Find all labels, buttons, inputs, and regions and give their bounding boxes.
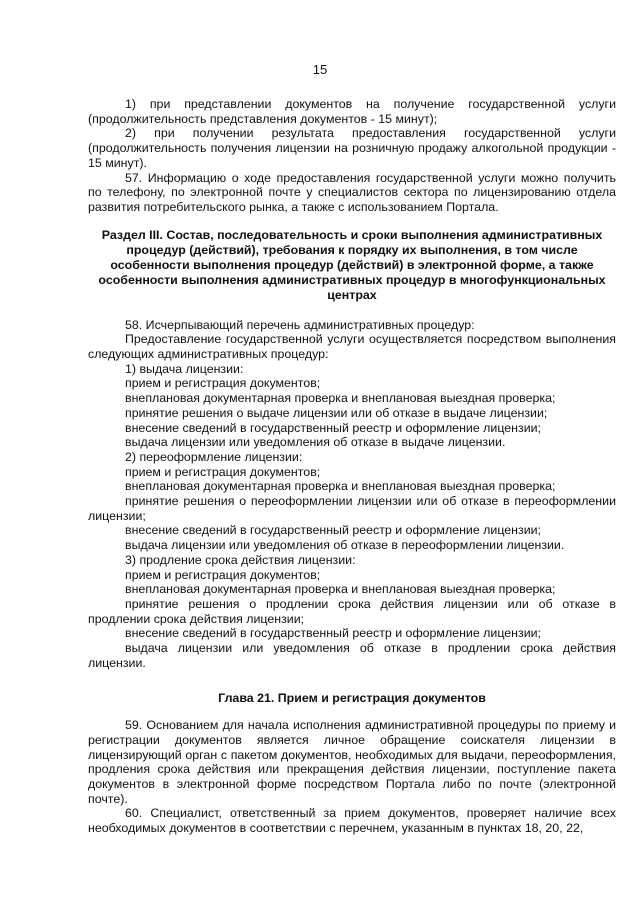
list-item: внеплановая документарная проверка и внеплановая выездная проверка;: [125, 391, 556, 406]
paragraph-57: 57. Информацию о ходе предоставления государственной услуги можно получить по телефону, по электронной почте у специалистов сектора по лицензированию отдела развития потребительского рынка, а также с использованием Портала.: [88, 170, 616, 214]
list-item: прием и регистрация документов;: [125, 376, 321, 391]
paragraph-item-1: 1) при представлении документов на получение государственной услуги (продолжительность представления документов - 15 минут);: [88, 97, 616, 126]
list-item: прием и регистрация документов;: [125, 464, 321, 479]
procedure-group-1: [88, 362, 616, 450]
list-item: выдача лицензии или уведомления об отказе в выдаче лицензии.: [125, 435, 506, 450]
list-item: внеплановая документарная проверка и внеплановая выездная проверка;: [125, 582, 556, 597]
list-item: внесение сведений в государственный реестр и оформление лицензии;: [125, 420, 541, 435]
list-item: 1) выдача лицензии:: [125, 361, 244, 376]
list-item: 2) переоформление лицензии:: [125, 449, 303, 464]
page-content: [88, 97, 616, 836]
page-number: 15: [312, 62, 328, 77]
list-item: выдача лицензии или уведомления об отказе в продлении срока действия лицензии.: [88, 641, 616, 670]
list-item: внесение сведений в государственный реестр и оформление лицензии;: [125, 523, 541, 538]
list-item: принятие решения о продлении срока действия лицензии или об отказе в продлении срока действия лицензии;: [88, 596, 616, 626]
procedure-group-2: [88, 450, 616, 553]
paragraph-58-intro: Предоставление государственной услуги осуществляется посредством выполнения следующих административных процедур:: [88, 332, 616, 362]
list-item: прием и регистрация документов;: [125, 567, 321, 582]
list-item: 3) продление срока действия лицензии:: [125, 552, 356, 567]
list-item: внеплановая документарная проверка и внеплановая выездная проверка;: [125, 479, 556, 494]
list-item: принятие решения о выдаче лицензии или об отказе в выдаче лицензии;: [125, 405, 548, 420]
section-heading: Раздел III. Состав, последовательность и сроки выполнения административных процедур (действий), требования к порядку их выполнения, в том числе особенности выполнения процедур (действий) в электронной форме, а также особенности выполнения административных процедур в многофункциональных центрах: [98, 227, 606, 302]
chapter-heading: Глава 21. Прием и регистрация документов: [218, 690, 486, 705]
list-item: внесение сведений в государственный реестр и оформление лицензии;: [125, 626, 541, 641]
paragraph-58: 58. Исчерпывающий перечень административных процедур:: [125, 317, 475, 332]
paragraph-59: 59. Основанием для начала исполнения административной процедуры по приему и регистрации документов является личное обращение соискателя лицензии в лицензирующий орган с пакетом документов, необходимых для выдачи, переоформления, продления срока действия или прекращения действия лицензии, поступление пакета документов в электронной форме посредством Портала либо по почте (электронной почте).: [88, 718, 616, 806]
list-item: принятие решения о переоформлении лицензии или об отказе в переоформлении лицензии;: [88, 494, 616, 523]
list-item: выдача лицензии или уведомления об отказе в переоформлении лицензии.: [125, 538, 565, 553]
paragraph-item-2: 2) при получении результата предоставления государственной услуги (продолжительность получения лицензии на розничную продажу алкогольной продукции - 15 минут).: [88, 126, 616, 170]
paragraph-60: 60. Специалист, ответственный за прием документов, проверяет наличие всех необходимых документов в соответствии с перечнем, указанным в пунктах 18, 20, 22,: [88, 806, 616, 836]
procedure-group-3: [88, 553, 616, 671]
